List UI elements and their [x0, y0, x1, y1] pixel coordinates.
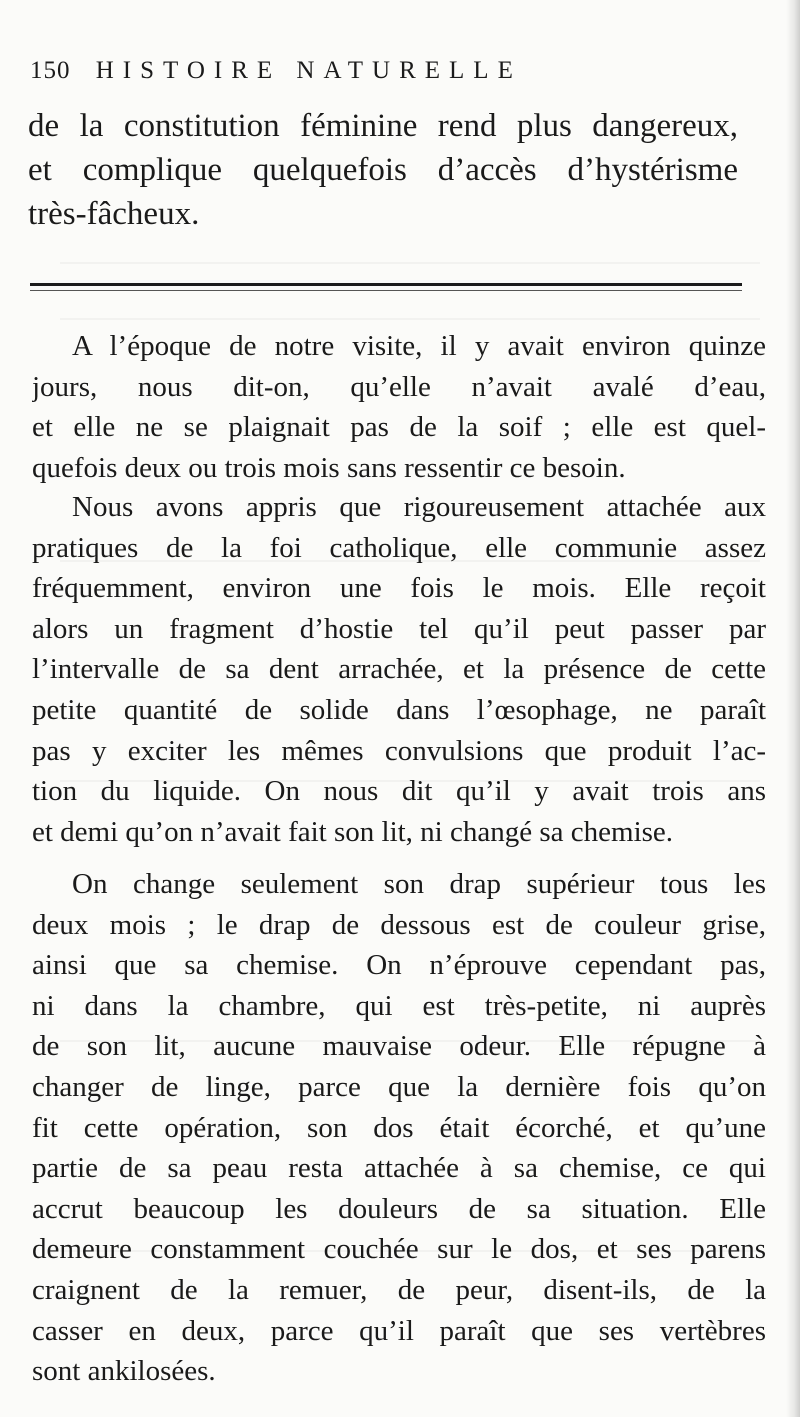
- text-line: Nous avons appris que rigoureusement attachée aux: [72, 491, 766, 523]
- text-line: A l’époque de notre visite, il y avait environ quinze: [72, 330, 766, 362]
- page-number: 150: [30, 57, 71, 84]
- text-line: jours, nous dit-on, qu’elle n’avait avalé d’eau,: [32, 370, 766, 403]
- text-line: pas y exciter les mêmes convulsions que produit l’ac-: [32, 734, 766, 767]
- text-line: tion du liquide. On nous dit qu’il y avait trois ans: [32, 775, 766, 808]
- text-line: deux mois ; le drap de dessous est de couleur grise,: [32, 908, 766, 941]
- text-line: fit cette opération, son dos était écorché, et qu’une: [32, 1111, 766, 1144]
- text-line: On change seulement son drap supérieur tous les: [72, 868, 766, 900]
- text-line: sont ankilosées.: [32, 1355, 216, 1388]
- paragraph-linen: [32, 864, 766, 1392]
- text-line: et elle ne se plaignait pas de la soif ; elle est quel-: [32, 411, 766, 444]
- text-line: ainsi que sa chemise. On n’éprouve cependant pas,: [32, 949, 766, 982]
- text-line: pratiques de la foi catholique, elle communie assez: [32, 531, 766, 564]
- bleed-through: [60, 262, 760, 264]
- section-rule-thin: [30, 290, 742, 291]
- running-head: [30, 56, 770, 86]
- text-line: fréquemment, environ une fois le mois. Elle reçoit: [32, 572, 766, 605]
- text-line: craignent de la remuer, de peur, disent-ils, de la: [32, 1273, 766, 1306]
- carryover-paragraph: [28, 104, 738, 236]
- text-line: petite quantité de solide dans l’œsophage, ne paraît: [32, 693, 766, 726]
- text-line: casser en deux, parce qu’il paraît que ses vertèbres: [32, 1314, 766, 1347]
- running-title: HISTOIRE NATURELLE: [95, 57, 522, 84]
- text-line: changer de linge, parce que la dernière fois qu’on: [32, 1070, 766, 1103]
- text-line: ni dans la chambre, qui est très-petite, ni auprès: [32, 989, 766, 1022]
- page-gutter-shadow: [786, 0, 800, 1417]
- text-line: alors un fragment d’hostie tel qu’il peut passer par: [32, 612, 766, 645]
- text-line: très-fâcheux.: [28, 196, 200, 232]
- paragraph-visit: [32, 326, 766, 488]
- text-line: de la constitution féminine rend plus dangereux,: [28, 108, 738, 144]
- text-line: partie de sa peau resta attachée à sa chemise, ce qui: [32, 1152, 766, 1185]
- text-line: et demi qu’on n’avait fait son lit, ni changé sa chemise.: [32, 815, 674, 848]
- bleed-through: [60, 318, 760, 320]
- text-line: quefois deux ou trois mois sans ressentir ce besoin.: [32, 451, 626, 484]
- text-line: l’intervalle de sa dent arrachée, et la présence de cette: [32, 653, 766, 686]
- text-line: demeure constamment couchée sur le dos, et ses parens: [32, 1233, 766, 1266]
- text-line: et complique quelquefois d’accès d’hystérisme: [28, 152, 738, 188]
- paragraph-communion: [32, 487, 766, 852]
- text-line: de son lit, aucune mauvaise odeur. Elle répugne à: [32, 1030, 766, 1063]
- text-line: accrut beaucoup les douleurs de sa situation. Elle: [32, 1192, 766, 1225]
- section-rule: [30, 283, 742, 286]
